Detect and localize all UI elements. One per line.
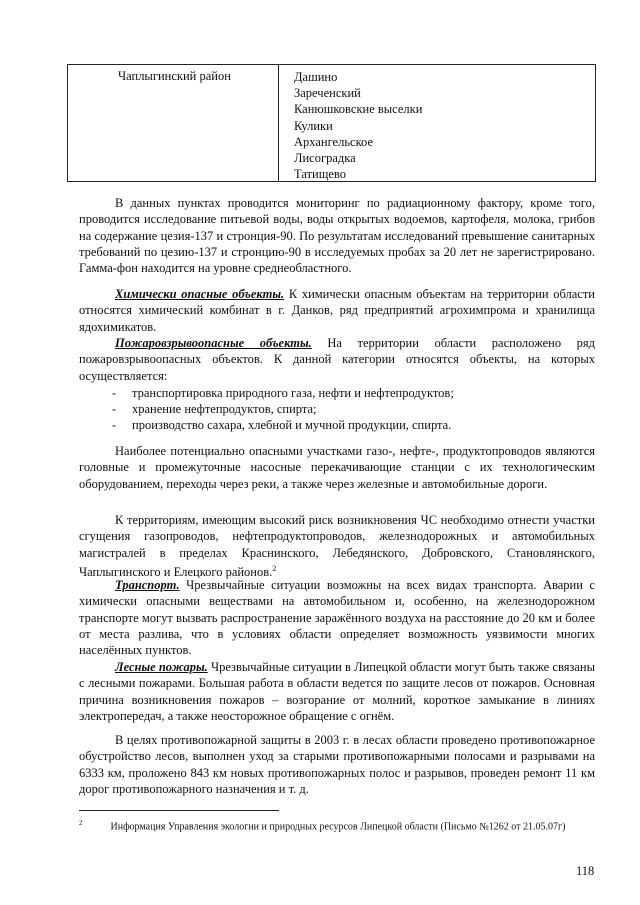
- pipelines-paragraph: Наиболее потенциально опасными участками газо-, нефте-, продуктопроводов являются головные и промежуточные насосные перекачивающие станции с их технологическим оборудованием, переходы через реки, а также через железные и автомобильные дороги.: [79, 444, 595, 491]
- settlements-table: [67, 64, 596, 182]
- fire-objects-heading: Пожаровзрывоопасные объекты.: [115, 336, 312, 350]
- table-divider: [278, 65, 279, 181]
- place-item: Дашино: [294, 70, 338, 84]
- forest-fires-paragraph: [79, 659, 595, 724]
- chemical-text: К химически опасным объектам на территории области относятся химический комбинат в г. Данков, ряд предприятий агрохимпрома и хранилища ядохимикатов.: [79, 287, 595, 334]
- transport-heading: Транспорт.: [115, 578, 180, 592]
- fire-protection-paragraph: В целях противопожарной защиты в 2003 г. в лесах области проведено противопожарное обустройство лесов, выполнен уход за старыми противопожарными полосами и разрывами на 6333 км, проложено 843 км новых противопожарных полос и разрывов, проведен ремонт 11 км дорог противопожарного назначения и т. д.: [79, 733, 595, 796]
- footnote-text: Информация Управления экологии и природных ресурсов Липецкой области (Письмо №1262 от 21.05.07г): [110, 821, 566, 833]
- footnote-ref: 2: [272, 563, 277, 573]
- chemical-paragraph: [79, 286, 595, 335]
- footnote: [79, 816, 595, 834]
- place-item: Архангельское: [294, 134, 373, 149]
- place-item: Канюшковские выселки: [294, 102, 423, 117]
- transport-text: Чрезвычайные ситуации возможны на всех видах транспорта. Аварии с химически опасными веществами на автомобильном и, особенно, на железнодорожном транспорте могут вызвать распространение заражённого воздуха на расстояние до 20 км и более от места разлива, что в условиях области определяет возможность уязвимости многих населённых пунктов.: [79, 578, 595, 658]
- place-item: Татищево: [294, 167, 346, 182]
- transport-paragraph: [79, 577, 595, 658]
- footnote-mark: 2: [79, 819, 83, 827]
- district-cell: Чаплыгинский район: [118, 69, 231, 83]
- places-cell: [294, 69, 422, 182]
- page-number: 118: [576, 864, 595, 878]
- place-item: Лисоградка: [294, 151, 356, 166]
- risk-paragraph: К территориям, имеющим высокий риск возникновения ЧС необходимо отнести участки сгущения газопроводов, нефтепродуктопроводов, железнодорожных и автомобильных магистралей в пределах Краснинского, Лебедянского, Добровского, Становлянского, Чаплыгинского и Елецкого районов.$^2$: [79, 513, 595, 580]
- fire-objects-paragraph: [79, 335, 595, 384]
- monitoring-paragraph: В данных пунктах проводится мониторинг по радиационному фактору, кроме того, проводится исследование питьевой воды, воды открытых водоемов, картофеля, молока, грибов на содержание цезия-137 и стронция-90. По результатам исследований превышение санитарных требований по цезию-137 и стронцию-90 в исследуемых пробах за 20 лет не зарегистрировано. Гамма-фон находится на уровне среднеобластного.: [79, 196, 595, 276]
- chemical-heading: Химически опасные объекты.: [115, 287, 285, 301]
- fire-objects-text: На территории области расположено ряд пожаровзрывоопасных объектов. К данной категории относятся объекты, на которых осуществляется:: [79, 336, 595, 383]
- forest-fires-text: Чрезвычайные ситуации в Липецкой области могут быть также связаны с лесными пожарами. Большая работа в области ведется по защите лесов от пожаров. Основная причина возникновения пожаров – возгорание от молний, короткое замыкание в линиях электропередач, а также неосторожное обращение с огнём.: [79, 660, 596, 723]
- forest-fires-heading: Лесные пожары.: [115, 660, 208, 674]
- place-item: Кулики: [294, 118, 333, 133]
- place-item: Зареченский: [294, 86, 361, 101]
- footnote-separator: [79, 810, 279, 811]
